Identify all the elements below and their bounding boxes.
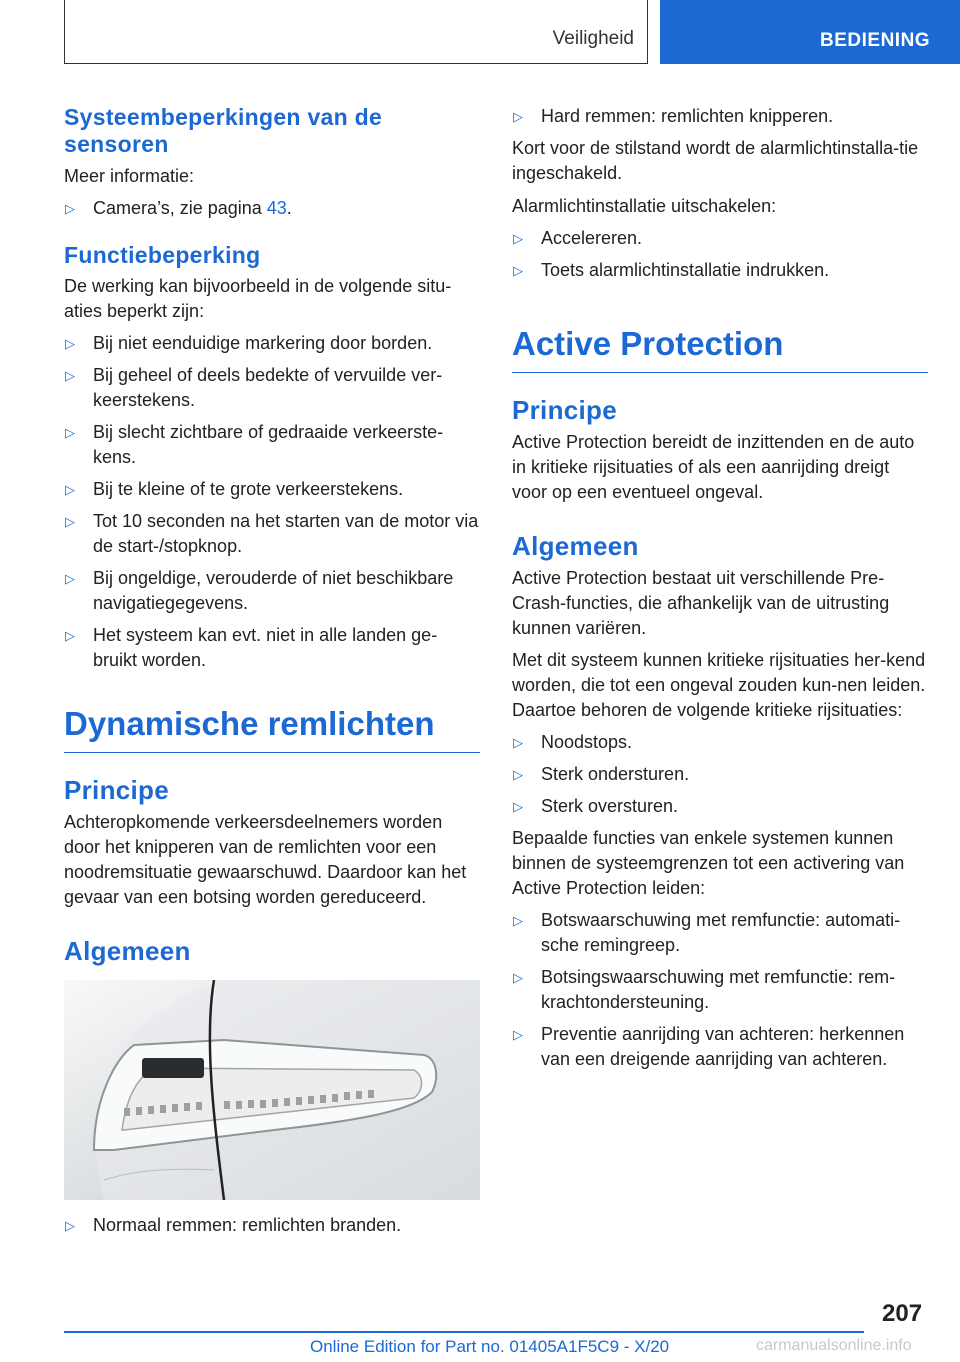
principe-text: Active Protection bereidt de inzittenden en de auto in kritieke rijsituaties of als een aanrijding dreigt voor op een eventueel ongeval. <box>512 432 915 502</box>
heading-dynamic-brake-lights: Dynamische remlichten <box>64 704 480 753</box>
triangle-bullet-icon: ▷ <box>513 1027 523 1042</box>
heading-function-limits: Functiebeperking <box>64 242 261 268</box>
algemeen-text-1: Active Protection bestaat uit verschillende Pre-Crash-functies, die afhankelijk van de uitrusting kunnen variëren. <box>512 568 890 638</box>
triangle-bullet-icon: ▷ <box>65 571 75 586</box>
normal-brake-list <box>64 1213 480 1238</box>
triangle-bullet-icon: ▷ <box>65 425 75 440</box>
list-item: ▷ Sterk oversturen. <box>512 794 928 819</box>
heading-principe: Principe <box>64 775 169 805</box>
list-item: ▷ Bij slecht zichtbare of gedraaide verkeerste-kens. <box>65 422 444 467</box>
triangle-bullet-icon: ▷ <box>65 336 75 351</box>
list-item: ▷ Preventie aanrijding van achteren: herkennen van een dreigende aanrijding van achteren. <box>513 1024 905 1069</box>
tail-light-illustration <box>64 980 480 1200</box>
function-limits-list <box>64 331 480 673</box>
sensor-limits-list <box>64 196 480 221</box>
functions-list <box>512 908 928 1072</box>
heading-active-protection: Active Protection <box>512 324 928 373</box>
right-column <box>512 104 928 1072</box>
list-item: ▷ Toets alarmlichtinstallatie indrukken. <box>512 258 928 283</box>
list-item: ▷ Tot 10 seconden na het starten van de motor via de start-/stopknop. <box>65 511 479 556</box>
list-item: ▷ Sterk ondersturen. <box>512 762 928 787</box>
list-item: ▷ Bij niet eenduidige markering door borden. <box>64 331 480 356</box>
list-item: ▷ Normaal remmen: remlichten branden. <box>64 1213 480 1238</box>
algemeen-text-2: Met dit systeem kunnen kritieke rijsituaties her-kend worden, die tot een ongeval zouden kun-nen leiden. Daartoe behoren de volgende kritieke rijsituaties: <box>512 650 926 720</box>
list-item: ▷ Botswaarschuwing met remfunctie: automati-sche remingreep. <box>513 910 901 955</box>
list-item: ▷ Hard remmen: remlichten knipperen. <box>512 104 928 129</box>
hazard-on-text: Kort voor de stilstand wordt de alarmlichtinstalla-tie ingeschakeld. <box>512 138 919 183</box>
hazard-off-intro: Alarmlichtinstallatie uitschakelen: <box>512 196 777 216</box>
triangle-bullet-icon: ▷ <box>513 970 523 985</box>
watermark: carmanualsonline.info <box>756 1337 912 1354</box>
header-section-title: Veiligheid <box>552 28 634 49</box>
list-item: ▷ Bij ongeldige, verouderde of niet beschikbare navigatiegegevens. <box>65 568 454 613</box>
function-limits-intro: De werking kan bijvoorbeeld in de volgende situ-aties beperkt zijn: <box>64 276 452 321</box>
triangle-bullet-icon: ▷ <box>513 263 523 278</box>
footer-divider <box>64 1331 864 1333</box>
triangle-bullet-icon: ▷ <box>65 368 75 383</box>
page-number: 207 <box>882 1300 923 1327</box>
heading-algemeen: Algemeen <box>512 531 639 561</box>
hard-brake-list <box>512 104 928 129</box>
triangle-bullet-icon: ▷ <box>65 514 75 529</box>
list-item: ▷ Bij geheel of deels bedekte of vervuilde ver-keerstekens. <box>65 365 443 410</box>
triangle-bullet-icon: ▷ <box>513 799 523 814</box>
left-column <box>64 104 480 1238</box>
list-item: ▷ Het systeem kan evt. niet in alle landen ge-bruikt worden. <box>65 625 438 670</box>
sensor-limits-intro: Meer informatie: <box>64 166 195 186</box>
list-item: ▷ Botsingswaarschuwing met remfunctie: rem-krachtondersteuning. <box>513 967 896 1012</box>
critical-situations-list <box>512 730 928 819</box>
list-item: ▷ Bij te kleine of te grote verkeerstekens. <box>64 477 480 502</box>
page-link[interactable]: 43 <box>266 198 287 218</box>
heading-algemeen: Algemeen <box>64 936 191 966</box>
hazard-off-list <box>512 226 928 283</box>
principe-text: Achteropkomende verkeersdeelnemers worden door het knipperen van de remlichten voor een noodremsituatie gewaarschuwd. Daardoor kan het gevaar van een botsing worden gereduceerd. <box>64 812 467 907</box>
triangle-bullet-icon: ▷ <box>513 913 523 928</box>
triangle-bullet-icon: ▷ <box>513 109 523 124</box>
heading-principe: Principe <box>512 395 617 425</box>
algemeen-text-3: Bepaalde functies van enkele systemen kunnen binnen de systeemgrenzen tot een activering van Active Protection leiden: <box>512 828 905 898</box>
triangle-bullet-icon: ▷ <box>513 231 523 246</box>
triangle-bullet-icon: ▷ <box>65 628 75 643</box>
triangle-bullet-icon: ▷ <box>513 767 523 782</box>
triangle-bullet-icon: ▷ <box>513 735 523 750</box>
list-item: ▷ Accelereren. <box>512 226 928 251</box>
triangle-bullet-icon: ▷ <box>65 482 75 497</box>
header-chapter-tab[interactable]: BEDIENING <box>660 0 960 64</box>
triangle-bullet-icon: ▷ <box>65 1218 75 1233</box>
list-item: ▷ Camera’s, zie pagina 43. <box>64 196 480 221</box>
triangle-bullet-icon: ▷ <box>65 201 75 216</box>
tail-light-image <box>64 980 480 1200</box>
list-item: ▷ Noodstops. <box>512 730 928 755</box>
edition-text: Online Edition for Part no. 01405A1F5C9 - X/20 <box>310 1337 670 1356</box>
heading-sensor-limits: Systeembeperkingen van de sensoren <box>64 104 383 157</box>
